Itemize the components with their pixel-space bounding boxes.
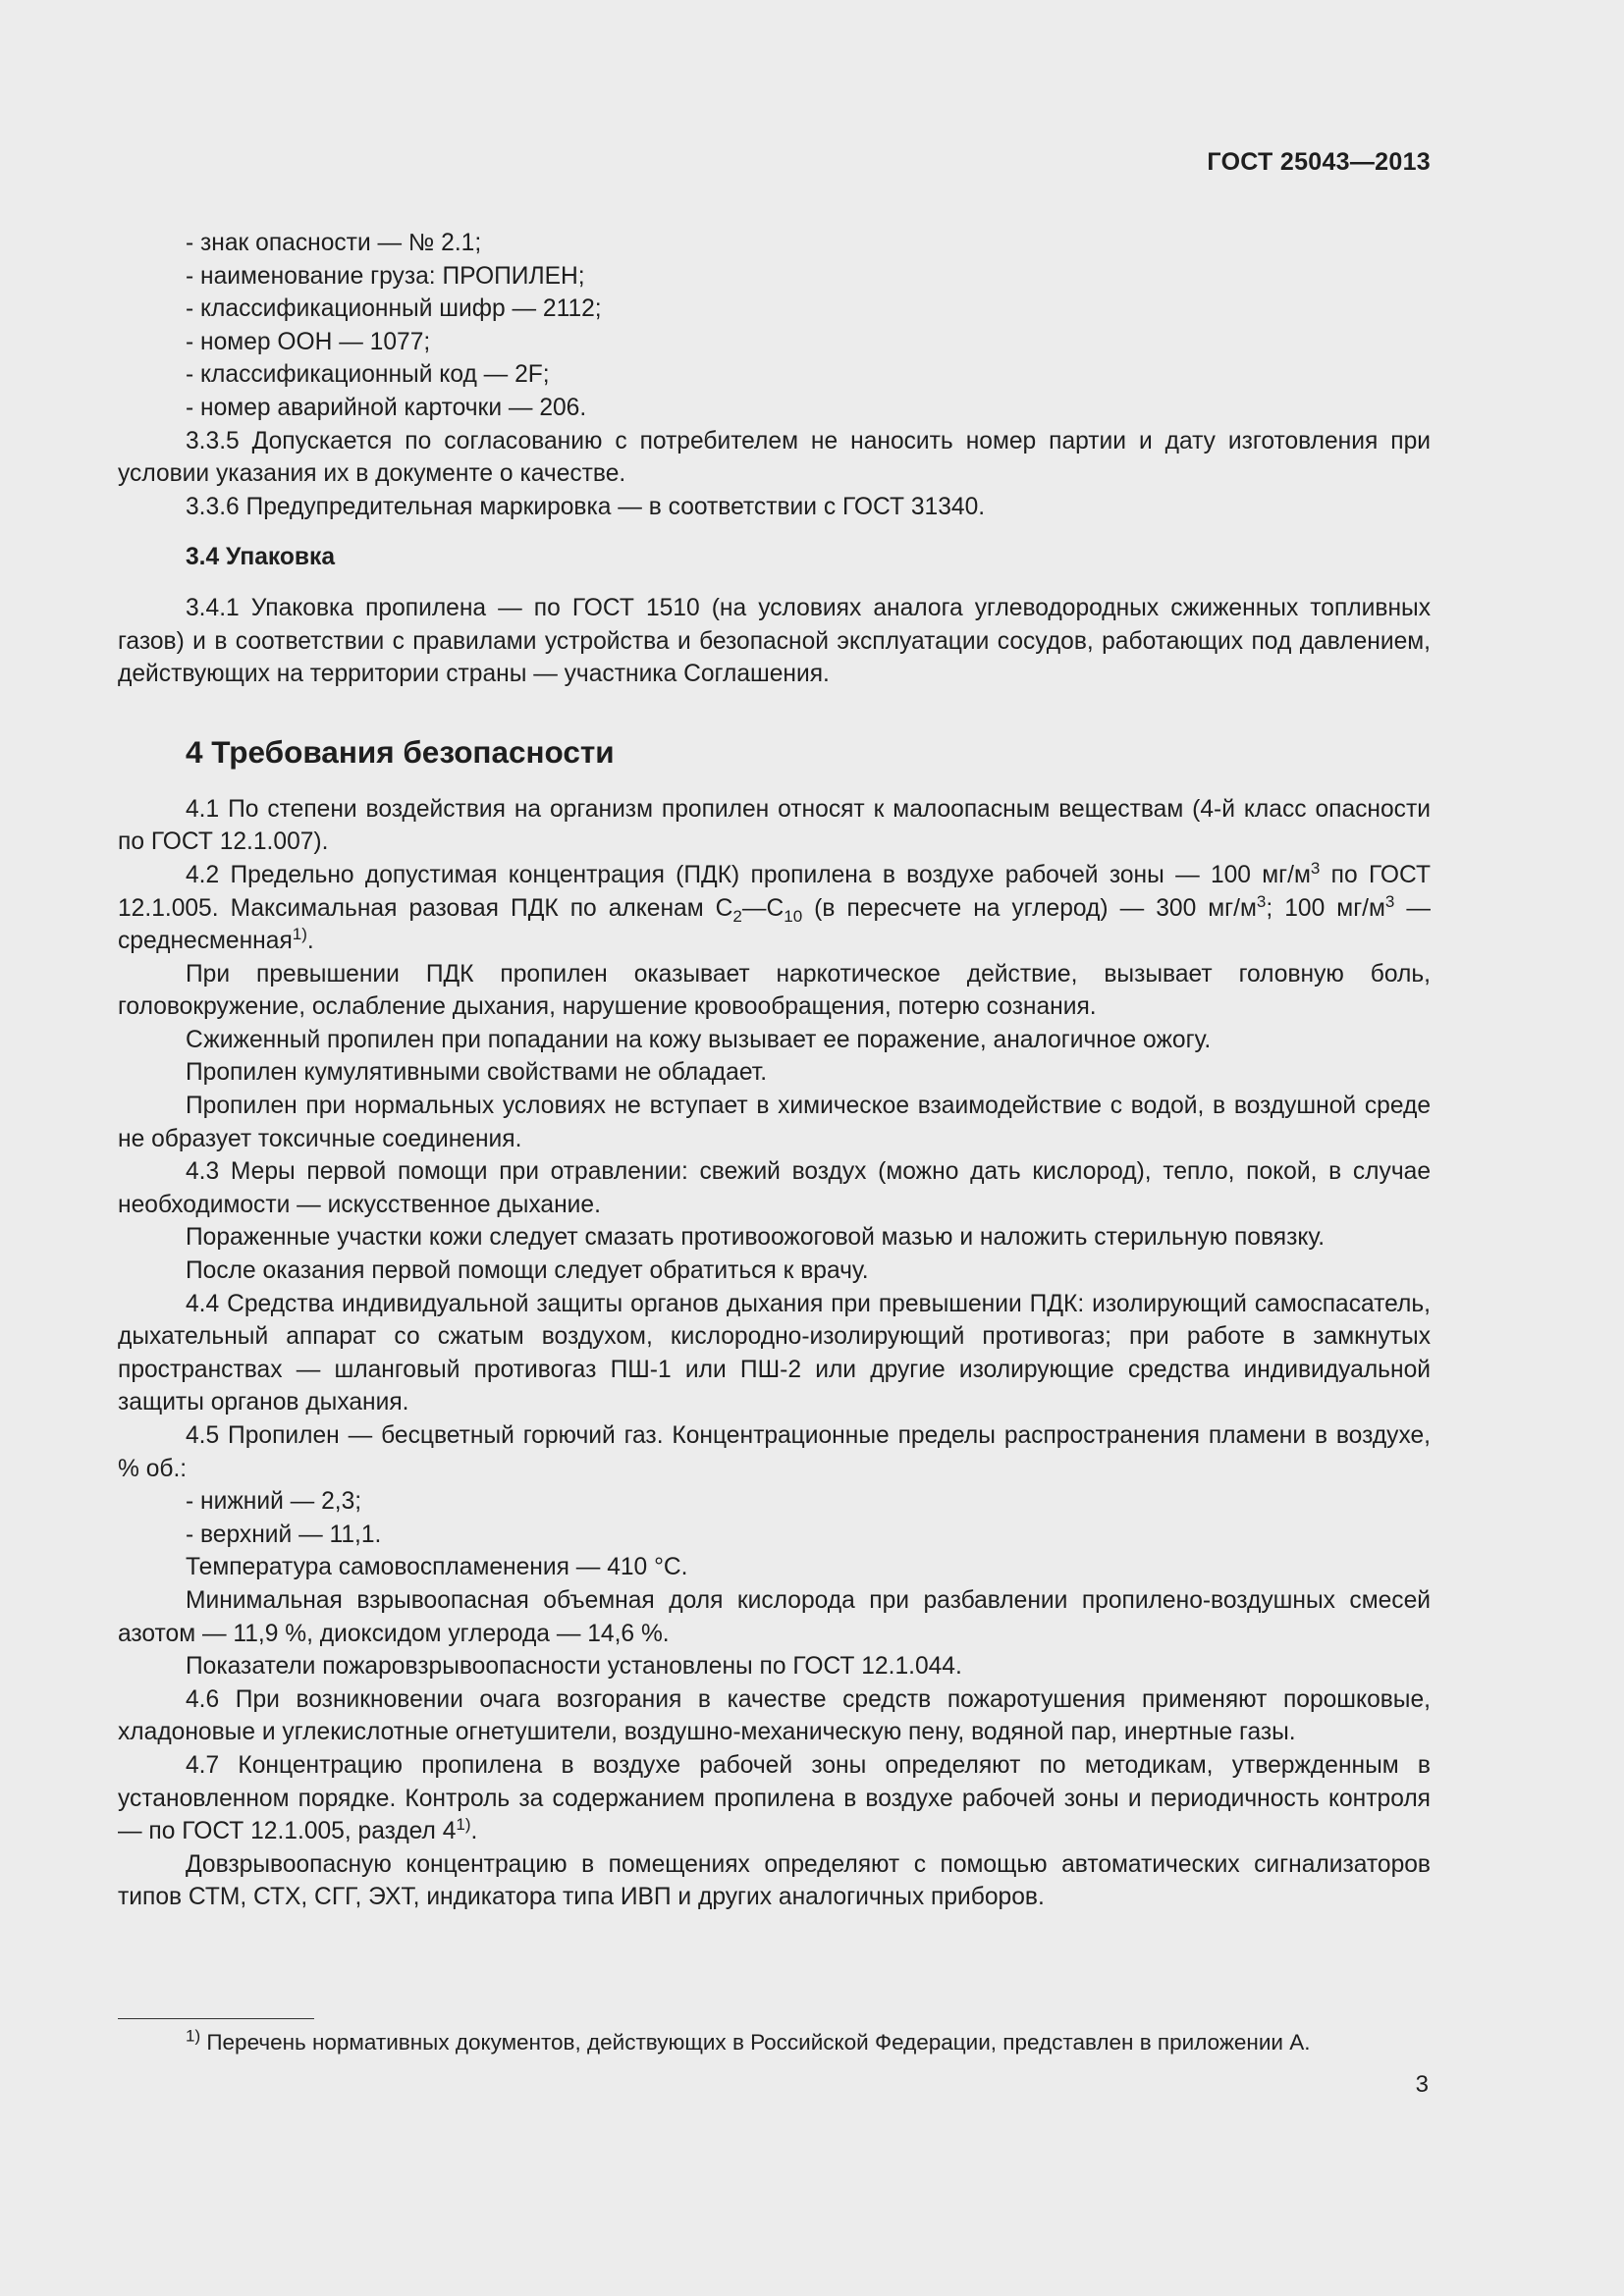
subsection-heading-3-4: 3.4 Упаковка — [186, 544, 336, 571]
text: 4.2 Предельно допустимая концентрация (ПДК) пропилена в воздухе рабочей зоны — 100 мг/м — [186, 861, 1311, 888]
text: — среднесменная — [118, 894, 1431, 955]
paragraph: Сжиженный пропилен при попадании на кожу вызывает ее поражение, аналогичное ожогу. — [186, 1026, 1212, 1053]
footnote — [186, 2028, 1310, 2057]
paragraph-3-3-5: 3.3.5 Допускается по согласованию с потребителем не наносить номер партии и дату изготовления при условии указания их в документе о качестве. — [118, 427, 1431, 488]
subscript: 2 — [732, 906, 742, 926]
footnote-ref: 1) — [292, 924, 307, 943]
list-item: - наименование груза: ПРОПИЛЕН; — [186, 262, 585, 290]
paragraph: Довзрывоопасную концентрацию в помещениях определяют с помощью автоматических сигнализаторов типов СТМ, СТХ, СГГ, ЭХТ, индикатора типа ИВП и других аналогичных приборов. — [118, 1850, 1431, 1911]
footnote-mark: 1) — [186, 2026, 201, 2046]
paragraph: Минимальная взрывоопасная объемная доля кислорода при разбавлении пропилено-воздушных смесей азотом — 11,9 %, диоксидом углерода — 14,6 %. — [118, 1586, 1431, 1647]
paragraph-4-5: 4.5 Пропилен — бесцветный горючий газ. Концентрационные пределы распространения пламени в воздухе, % об.: — [118, 1422, 1431, 1482]
page-body — [118, 227, 1431, 1914]
text: 4.7 Концентрацию пропилена в воздухе рабочей зоны определяют по методикам, утвержденным в установленном порядке. Контроль за содержанием пропилена в воздухе рабочей зоны и периодичность контроля — по ГОСТ 12.1.005, раздел 4 — [118, 1751, 1431, 1845]
section-heading-4: 4 Требования безопасности — [186, 733, 615, 770]
list-item: - классификационный код — 2F; — [186, 361, 550, 389]
list-item: - знак опасности — № 2.1; — [186, 230, 482, 256]
paragraph-3-4-1: 3.4.1 Упаковка пропилена — по ГОСТ 1510 (на условиях аналога углеводородных сжиженных топливных газов) и в соответствии с правилами устройства и безопасной эксплуатации сосудов, работающих под давлением, действующих на территории страны — участника Соглашения. — [118, 594, 1431, 688]
paragraph: Показатели пожаровзрывоопасности установлены по ГОСТ 12.1.044. — [186, 1653, 962, 1681]
paragraph: Температура самовоспламенения — 410 °С. — [186, 1554, 688, 1581]
superscript: 3 — [1256, 891, 1267, 911]
paragraph: Пропилен при нормальных условиях не вступает в химическое взаимодействие с водой, в воздушной среде не образует токсичные соединения. — [118, 1093, 1431, 1152]
document-code: ГОСТ 25043—2013 — [1207, 148, 1431, 176]
paragraph-3-3-6: 3.3.6 Предупредительная маркировка — в соответствии с ГОСТ 31340. — [186, 493, 986, 520]
text: . — [306, 928, 314, 955]
list-item: - нижний — 2,3; — [186, 1488, 362, 1516]
subscript: 10 — [784, 906, 803, 926]
footnote-ref: 1) — [456, 1814, 471, 1834]
text: (в пересчете на углерод) — 300 мг/м — [802, 894, 1257, 922]
paragraph-4-3: 4.3 Меры первой помощи при отравлении: свежий воздух (можно дать кислород), тепло, покой, в случае необходимости — искусственное дыхание. — [118, 1158, 1431, 1218]
paragraph-4-6: 4.6 При возникновении очага возгорания в качестве средств пожаротушения применяют порошковые, хладоновые и углекислотные огнетушители, воздушно-механическую пену, водяной пар, инертные газы. — [118, 1685, 1431, 1746]
paragraph-4-1: 4.1 По степени воздействия на организм пропилен относят к малоопасным веществам (4-й класс опасности по ГОСТ 12.1.007). — [118, 795, 1431, 856]
list-item: - верхний — 11,1. — [186, 1521, 382, 1548]
list-item: - классификационный шифр — 2112; — [186, 295, 602, 323]
paragraph-4-2 — [118, 859, 1431, 958]
superscript: 3 — [1310, 858, 1321, 878]
paragraph-4-4: 4.4 Средства индивидуальной защиты органов дыхания при превышении ПДК: изолирующий самоспасатель, дыхательный аппарат со сжатым воздухом, кислородно-изолирующий противогаз; при работе в замкнутых пространствах — шланговый противогаз ПШ-1 или ПШ-2 или другие изолирующие средства индивидуальной защиты органов дыхания. — [118, 1290, 1431, 1416]
list-item: - номер ООН — 1077; — [186, 328, 431, 355]
paragraph: При превышении ПДК пропилен оказывает наркотическое действие, вызывает головную боль, головокружение, ослабление дыхания, нарушение кровообращения, потерю сознания. — [118, 960, 1431, 1021]
text: —С — [741, 894, 785, 922]
paragraph-4-7 — [118, 1749, 1431, 1848]
paragraph: Пораженные участки кожи следует смазать противоожоговой мазью и наложить стерильную повязку. — [186, 1224, 1326, 1252]
text: . — [470, 1818, 478, 1845]
paragraph: Пропилен кумулятивными свойствами не обладает. — [186, 1059, 768, 1087]
footnote-divider — [118, 2018, 314, 2019]
text: по ГОСТ 12.1.005. Максимальная разовая ПДК по алкенам С — [118, 861, 1431, 922]
list-item: - номер аварийной карточки — 206. — [186, 394, 587, 421]
paragraph: После оказания первой помощи следует обратиться к врачу. — [186, 1257, 869, 1285]
superscript: 3 — [1384, 891, 1395, 911]
footnote-text: Перечень нормативных документов, действующих в Российской Федерации, представлен в приложении А. — [200, 2030, 1311, 2055]
page-number: 3 — [1415, 2071, 1429, 2098]
text: ; 100 мг/м — [1266, 894, 1385, 922]
